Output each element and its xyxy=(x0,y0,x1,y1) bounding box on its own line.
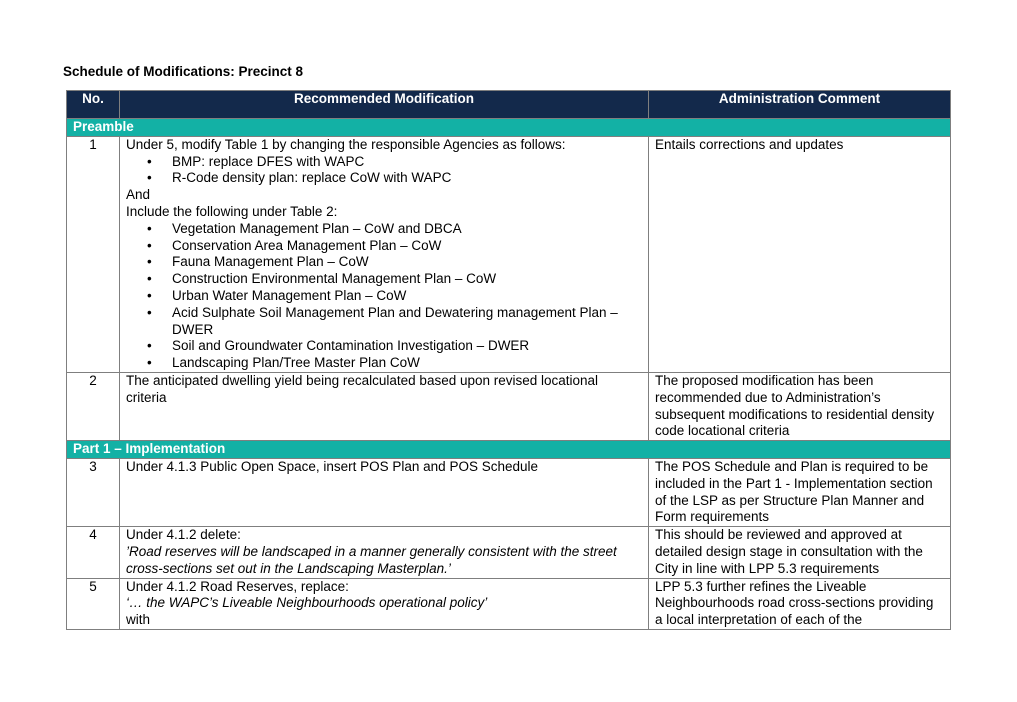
list-item: • Soil and Groundwater Contamination Investigation – DWER xyxy=(172,338,642,355)
list-item: • Urban Water Management Plan – CoW xyxy=(172,288,642,305)
row-number: 3 xyxy=(67,458,120,526)
modification-quote: ‘… the WAPC’s Liveable Neighbourhoods operational policy’ xyxy=(126,595,488,611)
modification-with: with xyxy=(126,612,151,628)
list-item: • Landscaping Plan/Tree Master Plan CoW xyxy=(172,355,642,372)
list-item: • Acid Sulphate Soil Management Plan and Dewatering management Plan – DWER xyxy=(172,305,642,339)
document-title: Schedule of Modifications: Precinct 8 xyxy=(63,64,304,79)
list-item: • Construction Environmental Management Plan – CoW xyxy=(172,271,642,288)
table-header-row xyxy=(67,91,951,119)
header-comment: Administration Comment xyxy=(649,91,951,119)
table-row xyxy=(67,372,951,440)
modification-text: Under 4.1.2 delete: xyxy=(126,527,241,543)
comment-cell: Entails corrections and updates xyxy=(649,136,951,372)
row-number: 1 xyxy=(67,136,120,372)
modifications-table xyxy=(66,90,951,630)
table-row xyxy=(67,578,951,629)
modification-intro: Under 5, modify Table 1 by changing the responsible Agencies as follows: xyxy=(126,136,566,152)
section-row-preamble xyxy=(67,119,951,137)
table-row xyxy=(67,458,951,526)
list-item: • Fauna Management Plan – CoW xyxy=(172,254,642,271)
modification-cell: The anticipated dwelling yield being recalculated based upon revised locational criteria xyxy=(120,372,649,440)
row-number: 4 xyxy=(67,527,120,578)
table-row xyxy=(67,136,951,372)
section-part1: Part 1 – Implementation xyxy=(67,441,951,459)
comment-cell: The POS Schedule and Plan is required to be included in the Part 1 - Implementation section of the LSP as per Structure Plan Manner and Form requirements xyxy=(649,458,951,526)
table-row xyxy=(67,527,951,578)
comment-cell: The proposed modification has been recommended due to Administration’s subsequent modifications to residential density code locational criteria xyxy=(649,372,951,440)
modification-cell: Under 4.1.3 Public Open Space, insert POS Plan and POS Schedule xyxy=(120,458,649,526)
modification-cell xyxy=(120,136,649,372)
modification-quote: ’Road reserves will be landscaped in a manner generally consistent with the street cross-sections set out in the Landscaping Masterplan.’ xyxy=(126,543,617,576)
section-row-part1 xyxy=(67,441,951,459)
comment-cell: LPP 5.3 further refines the Liveable Neighbourhoods road cross-sections providing a local interpretation of each of the xyxy=(649,578,951,629)
modification-text: Under 4.1.2 Road Reserves, replace: xyxy=(126,578,349,594)
modification-intro-2: Include the following under Table 2: xyxy=(126,203,338,219)
list-item: • Conservation Area Management Plan – CoW xyxy=(172,238,642,255)
bullet-list xyxy=(126,154,642,188)
row-number: 2 xyxy=(67,372,120,440)
list-item: • BMP: replace DFES with WAPC xyxy=(172,154,642,171)
list-item: • R-Code density plan: replace CoW with WAPC xyxy=(172,170,642,187)
header-no: No. xyxy=(67,91,120,119)
list-item: • Vegetation Management Plan – CoW and DBCA xyxy=(172,221,642,238)
section-preamble: Preamble xyxy=(67,119,951,137)
modification-cell xyxy=(120,578,649,629)
modification-cell xyxy=(120,527,649,578)
bullet-list xyxy=(126,221,642,372)
comment-cell: This should be reviewed and approved at detailed design stage in consultation with the City in line with LPP 5.3 requirements xyxy=(649,527,951,578)
row-number: 5 xyxy=(67,578,120,629)
modification-and: And xyxy=(126,187,151,203)
header-modification: Recommended Modification xyxy=(120,91,649,119)
